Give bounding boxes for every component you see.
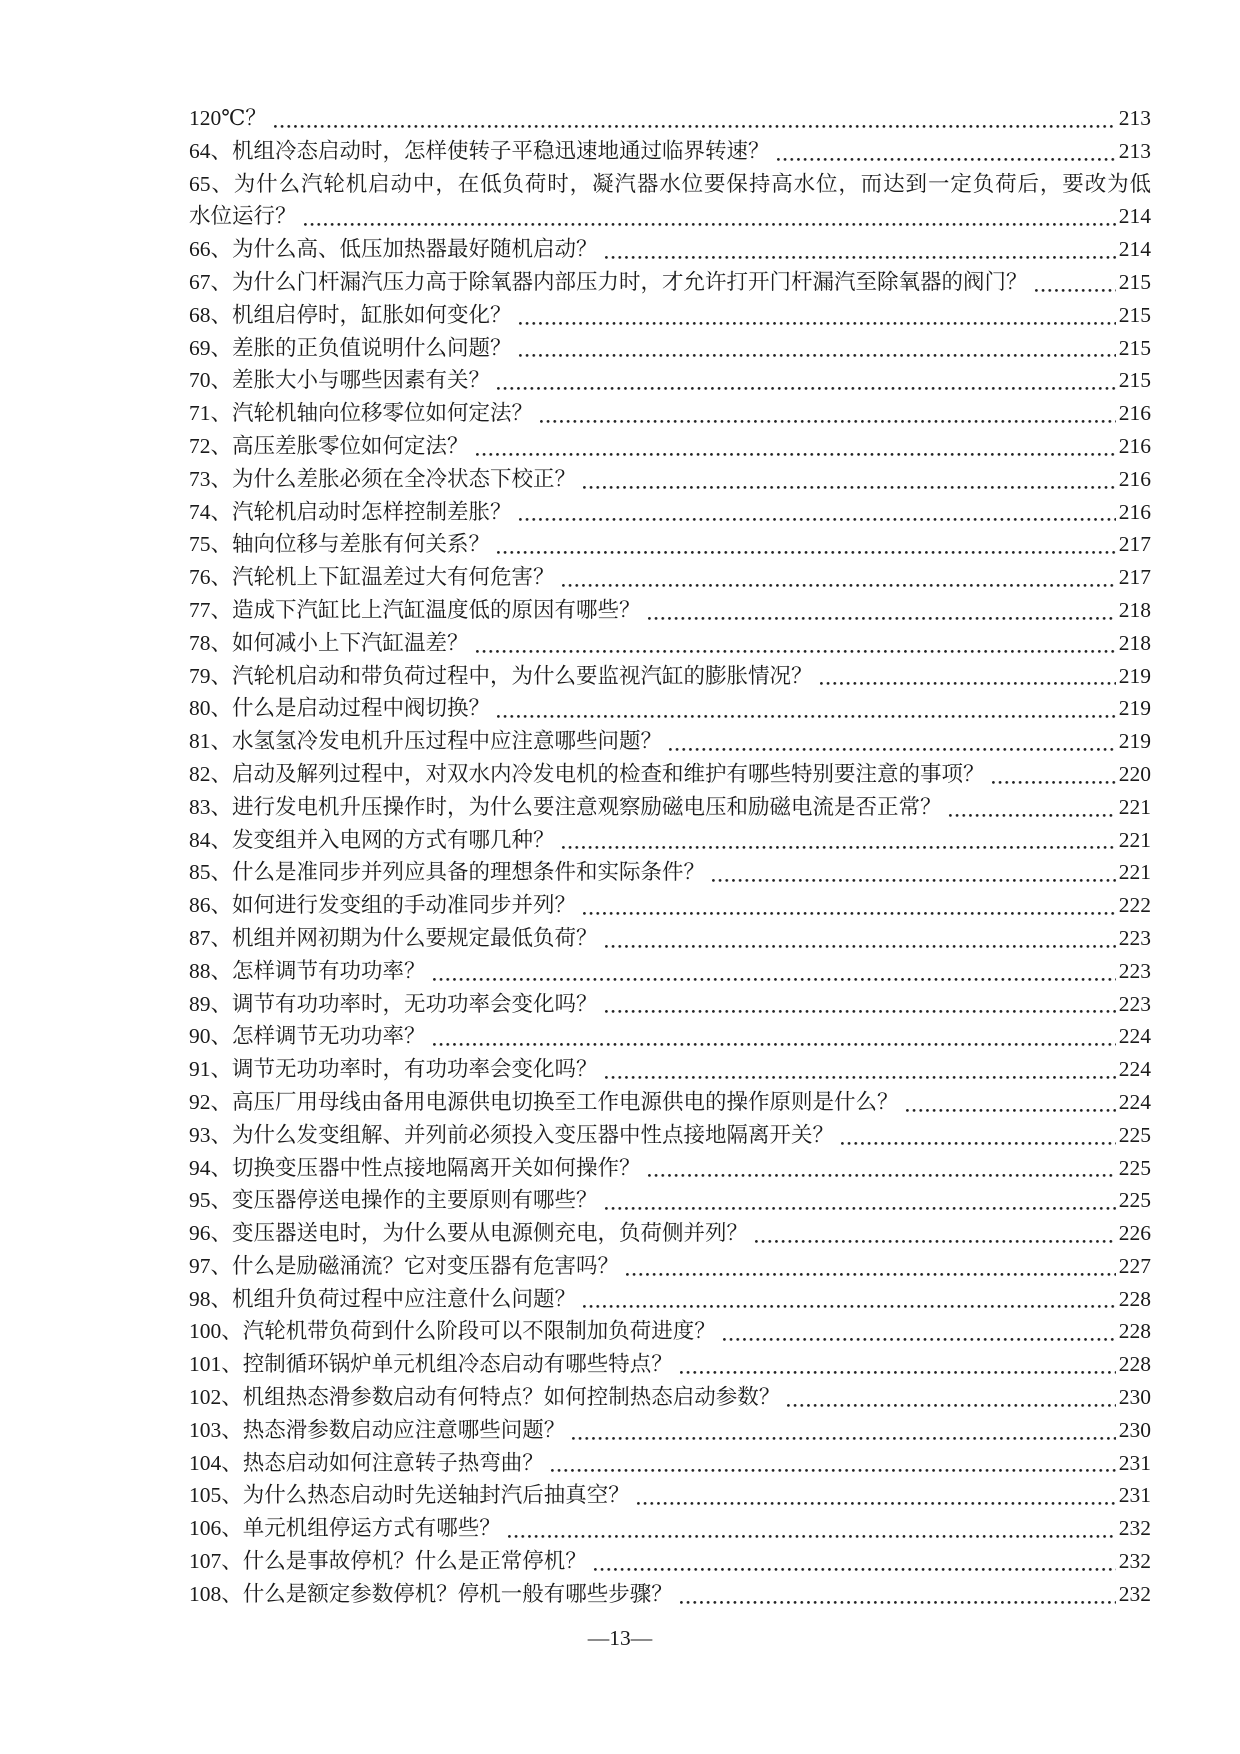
page-footer-number: —13— <box>587 1626 653 1650</box>
toc-line-text: 103、热态滑参数启动应注意哪些问题？ <box>189 1417 566 1442</box>
toc-line <box>189 1283 1151 1316</box>
toc-line <box>189 791 1151 824</box>
dot-leader <box>562 846 1116 849</box>
toc-line <box>189 758 1151 791</box>
toc-line-text: 84、发变组并入电网的方式有哪几种？ <box>189 827 555 852</box>
toc-page-number: 220 <box>1118 761 1151 786</box>
dot-leader <box>777 158 1116 161</box>
toc-line <box>189 1479 1151 1512</box>
toc-line <box>189 1447 1151 1480</box>
dot-leader <box>820 682 1116 685</box>
toc-page-number: 226 <box>1118 1221 1151 1246</box>
toc-line-text: 72、高压差胀零位如何定法？ <box>189 433 469 458</box>
toc-line-text: 73、为什么差胀必须在全冷状态下校正？ <box>189 466 577 491</box>
toc-page-number: 219 <box>1118 729 1151 754</box>
dot-leader <box>594 1568 1116 1571</box>
dot-leader <box>497 551 1116 554</box>
toc-page-number: 224 <box>1118 1024 1151 1049</box>
toc-line-text: 66、为什么高、低压加热器最好随机启动？ <box>189 237 598 262</box>
toc-line-text: 88、怎样调节有功功率？ <box>189 958 426 983</box>
toc-page-number: 216 <box>1118 401 1151 426</box>
toc-line-text: 94、切换变压器中性点接地隔离开关如何操作？ <box>189 1155 641 1180</box>
toc-line <box>189 1315 1151 1348</box>
toc-page-number: 216 <box>1118 499 1151 524</box>
toc-page-number: 224 <box>1118 1089 1151 1114</box>
toc-page-number: 218 <box>1118 597 1151 622</box>
toc-page-number: 217 <box>1118 532 1151 557</box>
toc-line-text: 90、怎样调节无功功率？ <box>189 1024 426 1049</box>
toc-line-text: 102、机组热态滑参数启动有何特点？如何控制热态启动参数？ <box>189 1385 781 1410</box>
toc-line-text: 65、为什么汽轮机启动中，在低负荷时，凝汽器水位要保持高水位，而达到一定负荷后，要改为低 <box>189 171 1151 196</box>
toc-line <box>189 266 1151 299</box>
toc-page-number: 216 <box>1118 433 1151 458</box>
toc-line <box>189 1053 1151 1086</box>
dot-leader <box>712 879 1116 882</box>
toc-line-text: 91、调节无功功率时，有功功率会变化吗？ <box>189 1057 598 1082</box>
toc-line-text: 68、机组启停时，缸胀如何变化？ <box>189 302 512 327</box>
toc-page-number: 223 <box>1118 991 1151 1016</box>
toc-line <box>189 1348 1151 1381</box>
toc-line <box>189 692 1151 725</box>
toc-page-number: 214 <box>1118 237 1151 262</box>
toc-page-number: 225 <box>1118 1155 1151 1180</box>
toc-line-text: 104、热态启动如何注意转子热弯曲？ <box>189 1450 544 1475</box>
dot-leader <box>519 518 1116 521</box>
dot-leader <box>583 486 1116 489</box>
toc-page-number: 225 <box>1118 1188 1151 1213</box>
toc-line-text: 67、为什么门杆漏汽压力高于除氧器内部压力时，才允许打开门杆漏汽至除氧器的阀门？ <box>189 269 1028 294</box>
dot-leader <box>583 1305 1116 1308</box>
dot-leader <box>497 715 1116 718</box>
toc-page-number: 228 <box>1118 1286 1151 1311</box>
dot-leader <box>906 1109 1116 1112</box>
dot-leader <box>433 978 1116 981</box>
toc-line <box>189 660 1151 693</box>
toc-line <box>189 332 1151 365</box>
toc-page-number: 231 <box>1118 1483 1151 1508</box>
toc-line <box>189 889 1151 922</box>
dot-leader <box>1035 289 1116 292</box>
toc-line-text: 水位运行？ <box>189 204 297 229</box>
toc-line-text: 92、高压厂用母线由备用电源供电切换至工作电源供电的操作原则是什么？ <box>189 1089 899 1114</box>
toc-line-text: 96、变压器送电时，为什么要从电源侧充电，负荷侧并列？ <box>189 1221 749 1246</box>
toc-line <box>189 594 1151 627</box>
dot-leader <box>274 125 1116 128</box>
toc-line-text: 107、什么是事故停机？什么是正常停机？ <box>189 1549 587 1574</box>
toc-page-number: 215 <box>1118 335 1151 360</box>
toc-page-number: 214 <box>1118 204 1151 229</box>
toc-page-number: 213 <box>1118 106 1151 130</box>
toc-page-number: 232 <box>1118 1549 1151 1574</box>
toc-line <box>189 135 1151 168</box>
toc-page-number: 215 <box>1118 302 1151 327</box>
toc-line <box>189 627 1151 660</box>
toc-list <box>189 102 1151 1611</box>
toc-line-text: 80、什么是启动过程中阀切换？ <box>189 696 491 721</box>
toc-page-number: 230 <box>1118 1417 1151 1442</box>
dot-leader <box>304 223 1116 226</box>
toc-page-number: 219 <box>1118 663 1151 688</box>
toc-line <box>189 1545 1151 1578</box>
toc-line <box>189 233 1151 266</box>
toc-line <box>189 1578 1151 1611</box>
toc-line-text: 76、汽轮机上下缸温差过大有何危害？ <box>189 565 555 590</box>
toc-line <box>189 1086 1151 1119</box>
toc-line <box>189 1020 1151 1053</box>
dot-leader <box>680 1371 1116 1374</box>
toc-page-number: 224 <box>1118 1057 1151 1082</box>
dot-leader <box>583 912 1116 915</box>
dot-leader <box>841 1142 1116 1145</box>
toc-page-number: 215 <box>1118 269 1151 294</box>
dot-leader <box>605 1207 1116 1210</box>
dot-leader <box>605 1010 1116 1013</box>
dot-leader <box>572 1437 1115 1440</box>
dot-leader <box>551 1469 1116 1472</box>
dot-leader <box>626 1273 1116 1276</box>
dot-leader <box>519 354 1116 357</box>
toc-line-text: 79、汽轮机启动和带负荷过程中，为什么要监视汽缸的膨胀情况？ <box>189 663 813 688</box>
toc-line <box>189 561 1151 594</box>
toc-line <box>189 1381 1151 1414</box>
toc-line-text: 77、造成下汽缸比上汽缸温度低的原因有哪些？ <box>189 597 641 622</box>
dot-leader <box>637 1502 1116 1505</box>
toc-line-text: 86、如何进行发变组的手动准同步并列？ <box>189 893 577 918</box>
toc-page-number: 219 <box>1118 696 1151 721</box>
toc-line-text: 101、控制循环锅炉单元机组冷态启动有哪些特点？ <box>189 1352 673 1377</box>
dot-leader <box>540 420 1116 423</box>
dot-leader <box>723 1338 1116 1341</box>
toc-page-number: 228 <box>1118 1352 1151 1377</box>
toc-page-number: 232 <box>1118 1516 1151 1541</box>
toc-page-number: 216 <box>1118 466 1151 491</box>
toc-line <box>189 168 1151 201</box>
toc-line-text: 93、为什么发变组解、并列前必须投入变压器中性点接地隔离开关？ <box>189 1122 835 1147</box>
dot-leader <box>476 453 1116 456</box>
toc-line-text: 75、轴向位移与差胀有何关系？ <box>189 532 491 557</box>
toc-page-number: 215 <box>1118 368 1151 393</box>
toc-line <box>189 1250 1151 1283</box>
toc-line-text: 98、机组升负荷过程中应注意什么问题？ <box>189 1286 577 1311</box>
toc-line-text: 83、进行发电机升压操作时，为什么要注意观察励磁电压和励磁电流是否正常？ <box>189 794 942 819</box>
toc-line <box>189 955 1151 988</box>
toc-line <box>189 496 1151 529</box>
toc-line-text: 78、如何减小上下汽缸温差？ <box>189 630 469 655</box>
toc-page-number: 213 <box>1118 138 1151 163</box>
toc-line-text: 69、差胀的正负值说明什么问题？ <box>189 335 512 360</box>
dot-leader <box>787 1404 1115 1407</box>
dot-leader <box>476 650 1116 653</box>
dot-leader <box>605 945 1116 948</box>
toc-line <box>189 988 1151 1021</box>
toc-line-text: 108、什么是额定参数停机？停机一般有哪些步骤？ <box>189 1581 673 1606</box>
toc-line-text: 70、差胀大小与哪些因素有关？ <box>189 368 491 393</box>
toc-line-text: 81、水氢氢冷发电机升压过程中应注意哪些问题？ <box>189 729 663 754</box>
toc-line-text: 64、机组冷态启动时，怎样使转子平稳迅速地通过临界转速？ <box>189 138 770 163</box>
dot-leader <box>433 1043 1116 1046</box>
toc-page-number: 218 <box>1118 630 1151 655</box>
toc-page-number: 222 <box>1118 893 1151 918</box>
toc-page-number: 217 <box>1118 565 1151 590</box>
toc-line-text: 105、为什么热态启动时先送轴封汽后抽真空？ <box>189 1483 630 1508</box>
toc-line <box>189 463 1151 496</box>
toc-line <box>189 102 1151 135</box>
dot-leader <box>669 748 1116 751</box>
toc-line-text: 85、什么是准同步并列应具备的理想条件和实际条件？ <box>189 860 706 885</box>
toc-page-number: 221 <box>1118 860 1151 885</box>
dot-leader <box>648 1174 1116 1177</box>
toc-line-text: 97、什么是励磁涌流？它对变压器有危害吗？ <box>189 1253 620 1278</box>
toc-line-text: 120℃？ <box>189 106 267 130</box>
toc-line <box>189 1119 1151 1152</box>
dot-leader <box>648 617 1116 620</box>
dot-leader <box>680 1601 1116 1604</box>
toc-page-number: 231 <box>1118 1450 1151 1475</box>
dot-leader <box>605 256 1116 259</box>
toc-page-number: 221 <box>1118 827 1151 852</box>
dot-leader <box>605 1076 1116 1079</box>
toc-line-text: 100、汽轮机带负荷到什么阶段可以不限制加负荷进度？ <box>189 1319 716 1344</box>
toc-line-text: 89、调节有功功率时，无功功率会变化吗？ <box>189 991 598 1016</box>
toc-line-text: 95、变压器停送电操作的主要原则有哪些？ <box>189 1188 598 1213</box>
toc-line-text: 71、汽轮机轴向位移零位如何定法？ <box>189 401 534 426</box>
dot-leader <box>508 1535 1116 1538</box>
toc-page-number: 227 <box>1118 1253 1151 1278</box>
toc-line <box>189 397 1151 430</box>
toc-page-number: 221 <box>1118 794 1151 819</box>
toc-line-text: 82、启动及解列过程中，对双水内冷发电机的检查和维护有哪些特别要注意的事项？ <box>189 761 985 786</box>
dot-leader <box>755 1240 1116 1243</box>
toc-line <box>189 1152 1151 1185</box>
toc-line <box>189 1184 1151 1217</box>
toc-line <box>189 1217 1151 1250</box>
toc-line-text: 87、机组并网初期为什么要规定最低负荷？ <box>189 925 598 950</box>
toc-line <box>189 824 1151 857</box>
toc-line <box>189 725 1151 758</box>
toc-line <box>189 200 1151 233</box>
toc-page-number: 223 <box>1118 925 1151 950</box>
toc-page-number: 232 <box>1118 1581 1151 1606</box>
dot-leader <box>519 322 1116 325</box>
dot-leader <box>497 387 1116 390</box>
toc-line-text: 74、汽轮机启动时怎样控制差胀？ <box>189 499 512 524</box>
toc-line <box>189 856 1151 889</box>
toc-line <box>189 1414 1151 1447</box>
dot-leader <box>949 814 1116 817</box>
dot-leader <box>992 781 1116 784</box>
toc-line <box>189 922 1151 955</box>
toc-line <box>189 299 1151 332</box>
toc-line <box>189 528 1151 561</box>
toc-line-text: 106、单元机组停运方式有哪些？ <box>189 1516 501 1541</box>
toc-page-number: 228 <box>1118 1319 1151 1344</box>
toc-page-number: 225 <box>1118 1122 1151 1147</box>
toc-line <box>189 430 1151 463</box>
toc-line <box>189 1512 1151 1545</box>
toc-page-number: 223 <box>1118 958 1151 983</box>
toc-page-number: 230 <box>1118 1385 1151 1410</box>
toc-line <box>189 364 1151 397</box>
dot-leader <box>562 584 1116 587</box>
